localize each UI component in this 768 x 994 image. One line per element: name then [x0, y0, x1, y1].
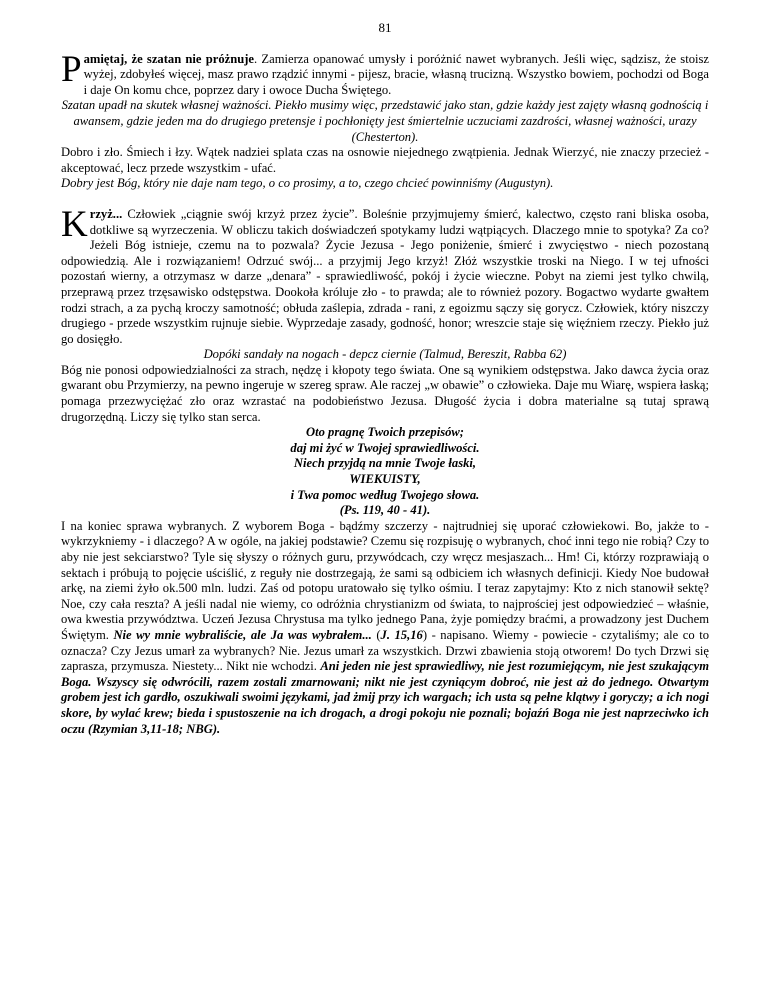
paragraph-text: - napisano. Wiemy - powiecie - czytaliśmy; ale co to oznacza? Czy Jezus umarł za wybranych? Nie. Jezus umarł za wszystkich. Drzwi zbawienia stoją otworem! Do tych Drzwi się zaprasza, przymusza. Niestety... Nikt nie wchodzi.: [61, 627, 709, 674]
paragraph-chosen: [61, 519, 709, 737]
psalm-line: daj mi żyć w Twojej sprawiedliwości.: [290, 440, 480, 455]
paragraph-text: I na koniec sprawa wybranych. Z wyborem Boga - bądźmy szczerzy - najtrudniej się uporać człowiekowi. Bo, jakże to - wykrzykniemy - i dlaczego? A w ogóle, na jakiej podstawie? Czemu się rozpisuję o wybranych, choć inni tego nie robią? Czy to aby nie jest sekciarstwo? Tyle się słyszy o różnych guru, przywódcach, czy wręcz mesjaszach... Hm! Ci, którzy rozprawiają o sektach i próbują to pojęcie uściślić, z reguły nie dostrzegają, że sami są odbiciem ich własnych definicji. Kiedy Noe budował arkę, na ziemi żyło ok.500 mln. ludzi. Zaś od potopu uratowało się tylko ośmiu. I teraz zapytajmy: Kto z nich stanowił sektę? Noe, czy cała reszta? A jeśli nadal nie wiemy, co odróżnia chrystianizm od świata, to najprościej jest odpowiedzieć – właśnie, owa kwestia przywództwa. Uczeń Jezusa Chrystusa ma tylko jednego Pana, żyje pomiędzy braćmi, a prowadzony jest Duchem Świętym.: [61, 518, 709, 642]
psalm-line: Oto pragnę Twoich przepisów;: [305, 425, 464, 440]
psalm-reference: (Ps. 119, 40 - 41).: [339, 503, 431, 518]
page-number: 81: [378, 20, 392, 35]
psalm-block: [61, 425, 709, 519]
paragraph-responsibility: Bóg nie ponosi odpowiedzialności za strach, nędzę i kłopoty tego świata. One są wynikiem odstępstwa. Jako dawca życia oraz gwarant obu Przymierzy, na pewno ingeruje w szereg spraw. Ale raczej „w obawie” o człowieka. Daje mu Wiarę, wspiera łaską; pomaga przezwyciężać zło oraz wzrastać na podobieństwo Jezusa. Długość życia i dobra materialne są tutaj sprawą drugorzędną. Liczy się tylko stan serca.: [61, 362, 709, 424]
paragraph-text: . Zamierza opanować umysły i poróżnić nawet wybranych. Jeśli więc, sądzisz, że stoisz wyżej, zdobyłeś więcej, masz prawo rządzić innymi - pijesz, bracie, własną trucizną. Wszystko bowiem, pochodzi od Boga i daje On komu chce, poprzez dary i owoce Ducha Świętego.: [83, 51, 709, 97]
dropcap-letter: P: [61, 48, 82, 90]
dropcap-letter: K: [61, 203, 88, 245]
psalm-line: i Twa pomoc według Twojego słowa.: [290, 487, 480, 502]
quote-chesterton: Szatan upadł na skutek własnej ważności. Piekło musimy więc, przedstawić jako stan, gdzie każdy jest zajęty własną godnością i awansem, gdzie jeden ma do drugiego pretensje i pochłonięty jest śmiertelnie uczuciami zazdrości, własnej ważności, urazy (Chesterton).: [61, 98, 709, 144]
paragraph-cross: [61, 203, 709, 347]
bible-reference: J. 15,16: [380, 627, 423, 642]
bold-quote: Nie wy mnie wybraliście, ale Ja was wybrałem...: [113, 627, 372, 642]
document-page: [61, 0, 709, 737]
psalm-line: WIEKUISTY,: [349, 472, 421, 487]
paragraph-lead: amiętaj, że szatan nie próżnuje: [83, 51, 255, 66]
paragraph-text: Człowiek „ciągnie swój krzyż przez życie”. Boleśnie przyjmujemy śmierć, kalectwo, często rani bliska osoba, dotkliwe są wyrzeczenia. W obliczu takich doświadczeń spotykamy ludzi wątpiących. Dlaczego mnie to spotyka? Za co? Jeżeli Bóg istnieje, czemu na to pozwala? Życie Jezusa - Jego poniżenie, śmierć i zwycięstwo - niech pozostaną odpowiedzią. Ale i rozwiązaniem! Odrzuć swój... a przyjmij Jego krzyż! Złóż wszystkie troski na Niego. I w tej ufności pozostań wierny, a otrzymasz w darze „denara” - sprawiedliwość, pokój i życie wieczne. Pobyt na ziemi jest tylko chwilą, przeprawą przez trzęsawisko odstępstwa. Dookoła króluje zło - to prawda; ale to również pozory. Bogactwo wydarte gwałtem rodzi strach, a za pychą kroczy samotność; obłuda zaślepia, zdrada - rani, z egoizmu sączy się gorycz. Człowiek, który niszczy drugiego - przede wszystkim rujnuje siebie. Wyprzedaje zasady, godność, honor; wreszcie staje się więźniem rzeczy. Piekło już go dosięgło.: [61, 206, 709, 346]
ref-open: (: [376, 627, 381, 642]
ref-close: ): [422, 627, 428, 642]
quote-talmud: Dopóki sandały na nogach - depcz ciernie (Talmud, Bereszit, Rabba 62): [203, 347, 567, 362]
paragraph-satan: [61, 48, 709, 99]
psalm-line: Niech przyjdą na mnie Twoje łaski,: [293, 456, 477, 471]
paragraph-lead: rzyż...: [89, 206, 123, 221]
paragraph-good-evil: Dobro i zło. Śmiech i łzy. Wątek nadziei splata czas na osnowie niejednego zwątpienia. Jednak Wierzyć, nie znaczy przecież - akceptować, lecz przede wszystkim - ufać.: [61, 145, 709, 175]
bold-quote-romans: Ani jeden nie jest sprawiedliwy, nie jest rozumiejącym, nie jest szukającym Boga. Wszyscy się odwrócili, razem zostali zmarnowani; nikt nie jest czyniącym dobroć, nie jest aż do jednego. Otwartym grobem jest ich gardło, oszukiwali swoimi językami, jad żmij przy ich wargach; ich usta są pełne klątwy i goryczy; a ich nogi skore, by wylać krew; bieda i spustoszenie na ich drogach, a drogi pokoju nie poznali; bojaźń Boga nie jest naprzeciwko ich oczu (Rzymian 3,11-18; NBG).: [61, 659, 709, 736]
quote-augustine: Dobry jest Bóg, który nie daje nam tego, o co prosimy, a to, czego chcieć powinniśmy (Augustyn).: [61, 176, 554, 191]
